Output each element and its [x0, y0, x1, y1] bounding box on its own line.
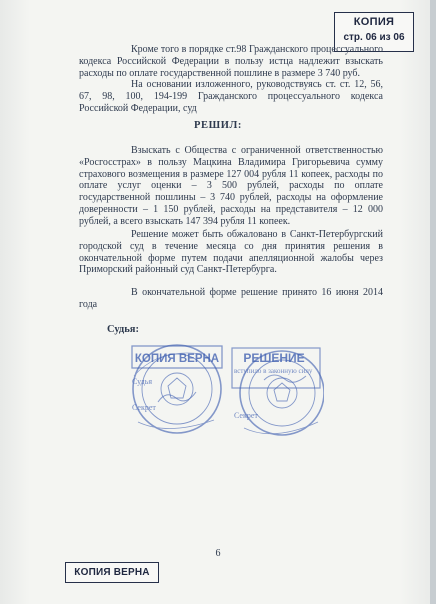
paragraph-grounds: На основании изложенного, руководствуясь ст. ст. 12, 56, 67, 98, 100, 194-199 Гражданского процессуального кодекса Российской Федерации, суд: [79, 79, 383, 114]
copy-stamp-pages: стр. 06 из 06: [343, 32, 405, 43]
scan-edge: [430, 0, 436, 604]
decision-heading: РЕШИЛ:: [193, 120, 243, 131]
seal-right-line2: Секрет: [234, 411, 258, 420]
page-number: 6: [215, 548, 221, 559]
judge-label: Судья:: [107, 324, 139, 335]
seal-left-title: КОПИЯ ВЕРНА: [134, 353, 220, 365]
seal-right-line1: вступило в законную силу: [234, 367, 313, 375]
paragraph-costs: Кроме того в порядке ст.98 Гражданского процессуального кодекса Российской Федерации в пользу истца надлежит взыскать расходы по оплате государственной пошлине в размере 3 740 руб.: [79, 44, 383, 79]
paragraph-final-date: В окончательной форме решение принято 16 июня 2014 года: [79, 287, 383, 310]
seal-left-line2: Секрет: [132, 403, 156, 412]
paragraph-appeal: Решение может быть обжаловано в Санкт-Петербургский городской суд в течение месяца со дня принятия решения в окончательной форме путем подачи апелляционной жалобы через Приморский районный суд Санкт-Петербурга.: [79, 229, 383, 276]
copy-true-stamp-bottom: КОПИЯ ВЕРНА: [65, 562, 159, 583]
seal-decision-effective: [230, 340, 324, 440]
paragraph-ruling: Взыскать с Общества с ограниченной ответственностью «Росгосстрах» в пользу Мацкина Владимира Григорьевича сумму страхового возмещения в размере 127 004 рубля 11 копеек, расходы по оплате услуг оценки – 3 500 рублей, расходы по оплате государственной пошлины – 3 740 рублей, расходы на оформление доверенности – 1 150 рублей, расходы на представителя – 12 000 рублей, а всего взыскать 147 394 рубля 11 копеек.: [79, 145, 383, 227]
copy-stamp-title: КОПИЯ: [353, 16, 395, 28]
seal-left-line1: Судья: [132, 377, 153, 386]
seal-copy-true: [128, 336, 226, 438]
seal-right-title: РЕШЕНИЕ: [243, 351, 305, 365]
